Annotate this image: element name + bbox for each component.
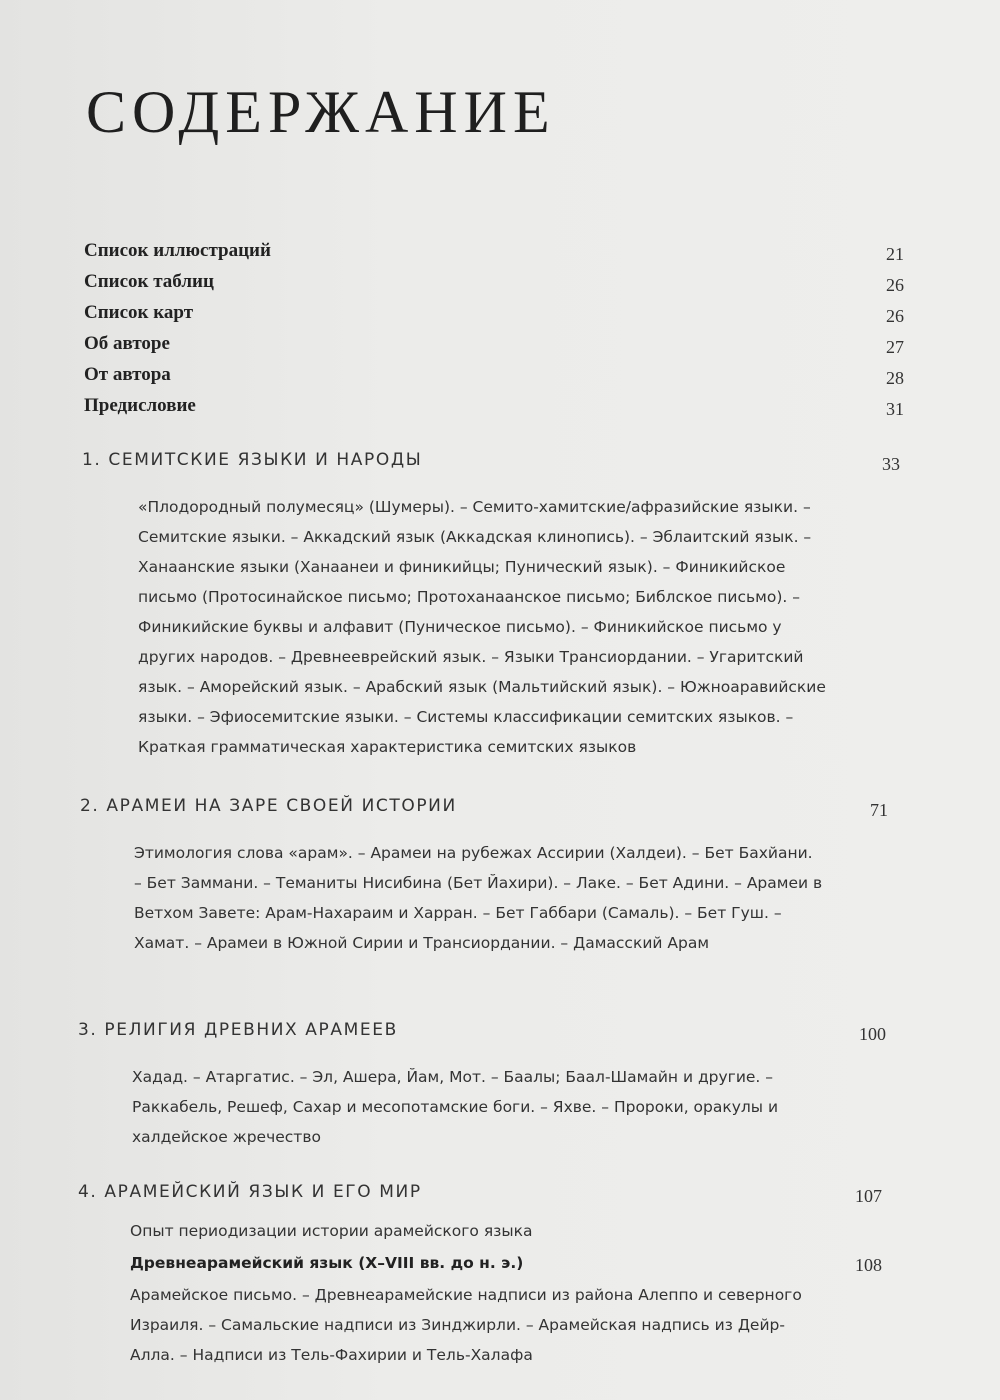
chapter-heading xyxy=(82,450,900,484)
page-number: 21 xyxy=(886,244,904,264)
page-number: 107 xyxy=(855,1186,882,1206)
chapter-4 xyxy=(78,1182,882,1370)
page-number: 100 xyxy=(859,1024,886,1044)
front-matter-item xyxy=(84,302,904,333)
front-matter-label: Об авторе xyxy=(84,333,170,354)
chapter-title: 3. РЕЛИГИЯ ДРЕВНИХ АРАМЕЕВ xyxy=(78,1020,398,1040)
page-title: СОДЕРЖАНИЕ xyxy=(86,79,556,145)
chapter-heading xyxy=(78,1020,886,1054)
chapter-title: 1. СЕМИТСКИЕ ЯЗЫКИ И НАРОДЫ xyxy=(82,450,423,470)
front-matter-item xyxy=(84,271,904,302)
chapter-intro: Опыт периодизации истории арамейского языка xyxy=(130,1222,533,1240)
chapter-summary: Этимология слова «арам». – Арамеи на рубежах Ассирии (Халдеи). – Бет Бахйани. – Бет Заммани. – Теманиты Нисибина (Бет Йахири). – Лаке. – Бет Адини. – Арамеи в Ветхом Завете: Арам-Нахараим и Харран. – Бет Габбари (Самаль). – Бет Гуш. – Хамат. – Арамеи в Южной Сирии и Трансиордании. – Дамасский Арам xyxy=(134,844,823,952)
chapter-1 xyxy=(82,450,900,762)
subsection-heading xyxy=(130,1246,882,1280)
chapter-heading xyxy=(80,796,888,830)
chapter-heading xyxy=(78,1182,882,1216)
page-number: 28 xyxy=(886,368,904,388)
page-number: 108 xyxy=(855,1255,882,1275)
page-number: 27 xyxy=(886,337,904,357)
chapter-summary: Арамейское письмо. – Древнеарамейские надписи из района Алеппо и северного Израиля. – Самальские надписи из Зинджирли. – Арамейская надпись из Дейр-Алла. – Надписи из Тель-Фахирии и Тель-Халафа xyxy=(130,1286,802,1364)
front-matter-list xyxy=(84,240,904,426)
page-number: 31 xyxy=(886,399,904,419)
front-matter-label: Список карт xyxy=(84,302,194,323)
chapter-title: 4. АРАМЕЙСКИЙ ЯЗЫК И ЕГО МИР xyxy=(78,1182,422,1202)
chapter-content xyxy=(130,1216,882,1370)
front-matter-item xyxy=(84,333,904,364)
front-matter-label: От автора xyxy=(84,364,171,385)
front-matter-label: Список иллюстраций xyxy=(84,240,271,261)
front-matter-item xyxy=(84,395,904,426)
page-number: 33 xyxy=(882,454,900,474)
chapter-summary: «Плодородный полумесяц» (Шумеры). – Семито-хамитские/афразийские языки. – Семитские языки. – Аккадский язык (Аккадская клинопись). – Эблаитский язык. – Ханаанские языки (Ханаанеи и финикийцы; Пунический язык). – Финикийское письмо (Протосинайское письмо; Протоханаанское письмо; Библское письмо). – Финикийские буквы и алфавит (Пуническое письмо). – Финикийское письмо у других народов. – Древнееврейский язык. – Языки Трансиордании. – Угаритский язык. – Аморейский язык. – Арабский язык (Мальтийский язык). – Южноаравийские языки. – Эфиосемитские языки. – Системы классификации семитских языков. – Краткая грамматическая характеристика семитских языков xyxy=(138,498,826,756)
front-matter-label: Предисловие xyxy=(84,395,196,416)
front-matter-item xyxy=(84,364,904,395)
chapter-title: 2. АРАМЕИ НА ЗАРЕ СВОЕЙ ИСТОРИИ xyxy=(80,796,457,816)
front-matter-item xyxy=(84,240,904,271)
chapter-3 xyxy=(78,1020,886,1152)
page-number: 71 xyxy=(870,800,888,820)
chapter-2 xyxy=(80,796,888,958)
chapter-summary: Хадад. – Атаргатис. – Эл, Ашера, Йам, Мот. – Баалы; Баал-Шамайн и другие. – Раккабель, Решеф, Сахар и месопотамские боги. – Яхве. – Пророки, оракулы и халдейское жречество xyxy=(132,1068,779,1146)
subsection-title: Древнеарамейский язык (X–VIII вв. до н. э.) xyxy=(130,1254,524,1272)
page-number: 26 xyxy=(886,306,904,326)
front-matter-label: Список таблиц xyxy=(84,271,214,292)
page-number: 26 xyxy=(886,275,904,295)
